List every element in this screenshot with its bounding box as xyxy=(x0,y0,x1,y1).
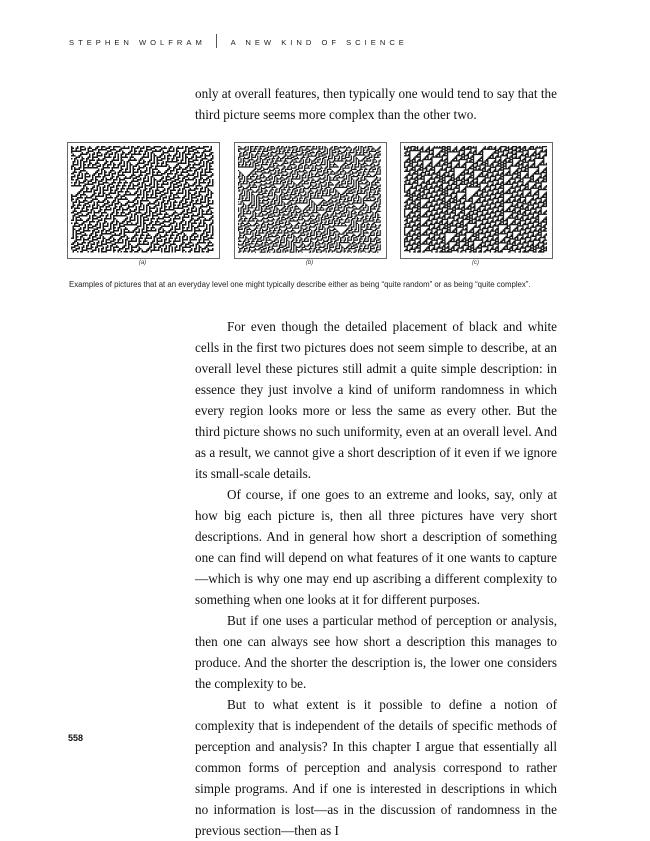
figure-image-b xyxy=(238,146,381,253)
body-text xyxy=(195,316,557,841)
page-number: 558 xyxy=(68,733,84,743)
figure-panel-b xyxy=(234,142,387,259)
body-paragraph: But to what extent is it possible to define a notion of complexity that is independent of the details of specific methods of perception and analysis? In this chapter I argue that essentially all common forms of perception and analysis correspond to rather simple programs. And if one is interested in descriptions in which no information is lost—as in the discussion of randomness in the previous section—then as I xyxy=(195,697,557,838)
running-head-book-title: A NEW KIND OF SCIENCE xyxy=(230,38,408,47)
figure-panel-c xyxy=(400,142,553,259)
figure-label-c: (c) xyxy=(472,260,479,266)
figure-panel-a xyxy=(67,142,220,259)
figure-label-a: (a) xyxy=(138,260,147,266)
figure-label-b: (b) xyxy=(305,260,314,266)
figure-image-c xyxy=(404,146,547,253)
running-head xyxy=(69,38,408,48)
figure-image-a xyxy=(71,146,214,253)
figure-row xyxy=(67,142,553,270)
running-head-author: STEPHEN WOLFRAM xyxy=(69,38,206,47)
figure-caption: Examples of pictures that at an everyday level one might typically describe either as being “quite random” or as being “quite complex”. xyxy=(69,280,531,289)
body-paragraph: Of course, if one goes to an extreme and looks, say, only at how big each picture is, then all three pictures have very short descriptions. And in general how short a description of something one can find will depend on what features of it one wants to capture—which is why one may end up ascribing a different complexity to something when one looks at it for different purposes. xyxy=(195,487,557,607)
body-paragraph: For even though the detailed placement of black and white cells in the first two pictures does not seem simple to describe, at an overall level these pictures still admit a quite simple description: in essence they just involve a kind of uniform randomness in which every region looks more or less the same as every other. But the third picture shows no such uniformity, even at an overall level. And as a result, we cannot give a short description of it even if we ignore its small-scale details. xyxy=(195,319,557,481)
intro-paragraph: only at overall features, then typically one would tend to say that the third picture seems more complex than the other two. xyxy=(195,86,557,122)
body-paragraph: But if one uses a particular method of perception or analysis, then one can always see how short a description this manages to produce. And the shorter the description is, the lower one considers the complexity to be. xyxy=(195,613,557,691)
running-head-divider xyxy=(216,34,217,48)
